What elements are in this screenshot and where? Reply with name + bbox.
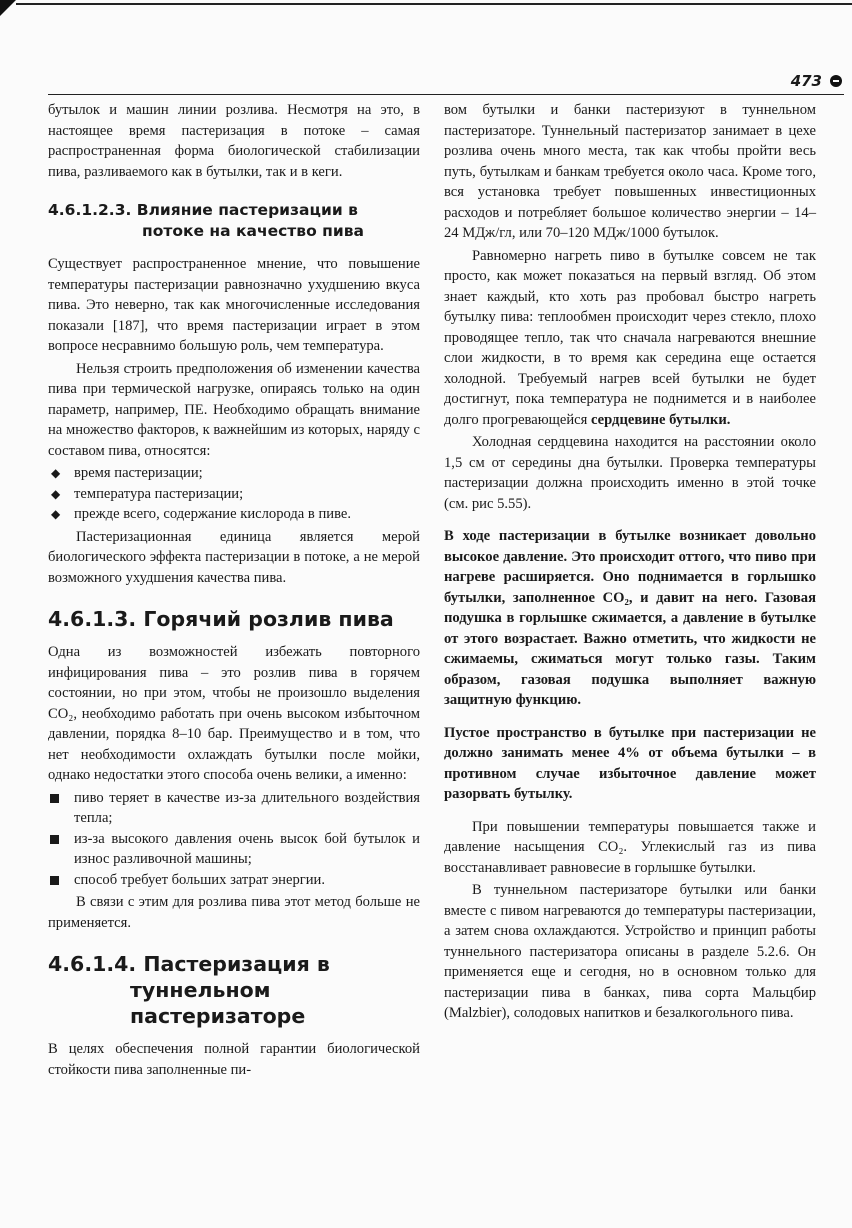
square-bullet-icon	[50, 876, 59, 885]
paragraph: Одна из возможностей избежать повторного инфицирования пива – это розлив пива в горячем состоянии, но при этом, чтобы не произошло выделения CO₂, необходимо работать при очень высоком избыточном давлении, порядка 8–10 бар. Преимущество и в том, что нет необходимости охлаждать бутылки после мойки, однако недостатки этого способа очень велики, а именно:	[48, 644, 420, 783]
diamond-bullet-icon: ◆	[51, 507, 61, 521]
highlighted-paragraph: В ходе пастеризации в бутылке возникает довольно высокое давление. Это происходит оттого, что пиво при нагреве расширяется. Оно поднимается в горлышко бутылки, заполненное CO₂, и давит на него. Газовая подушка в горлышке сжимается, а давление в бутылке от этого возрастает. Важно отметить, что жидкости не сжимаемы, сжиматься могут только газы. Таким образом, газовая подушка выполняет важную защитную функцию.	[444, 528, 816, 708]
highlighted-paragraph: Пустое пространство в бутылке при пастеризации не должно занимать менее 4% от объема бутылки – в противном случае избыточное давление может разорвать бутылку.	[444, 724, 816, 802]
page-number: 473	[785, 72, 822, 90]
paragraph: Существует распространенное мнение, что повышение температуры пастеризации равнозначно ухудшению вкуса пива. Это неверно, так как многочисленные исследования показали [187], что время пастеризации играет в этом вопросе несравнимо большую роль, чем температура.	[48, 256, 420, 354]
page-marker-icon	[830, 75, 842, 87]
paragraph: бутылок и машин линии розлива. Несмотря на это, в настоящее время пастеризация в потоке – самая распространенная форма биологической стабилизации пива, разливаемого как в бутылки, так и в кеги.	[48, 102, 420, 180]
square-bullet-icon	[50, 794, 59, 803]
diamond-bullet-icon: ◆	[51, 486, 61, 501]
list-item: пиво теряет в качестве из-за длительного воздействия тепла;	[48, 788, 420, 829]
diamond-bullet-icon: ◆	[51, 466, 61, 480]
paragraph: Пастеризационная единица является мерой биологического эффекта пастеризации в потоке, а не мерой возможного ухудшения качества пива.	[48, 528, 420, 586]
right-column	[444, 100, 816, 1026]
left-column	[48, 100, 420, 1082]
list-item: ◆ время пастеризации;	[48, 463, 420, 484]
section-heading: 4.6.1.4. Пастеризация в туннельном пастеризаторе	[48, 952, 330, 1028]
paragraph: В связи с этим для розлива пива этот метод больше не применяется.	[48, 894, 420, 931]
square-bullet-icon	[50, 835, 59, 844]
paragraph: В целях обеспечения полной гарантии биологической стойкости пива заполненные пи-	[48, 1041, 420, 1078]
drawback-list	[48, 788, 420, 891]
scan-corner-mark	[0, 0, 16, 16]
paragraph: вом бутылки и банки пастеризуют в туннельном пастеризаторе. Туннельный пастеризатор занимает в цехе розлива очень много места, так как чтобы пройти весь путь, бутылкам и банкам требуется около часа. Кроме того, вся установка требует повышенных инвестиционных расходов и потребляет большое количество энергии – 14–24 МДж/гл, или 70–120 МДж/1000 бутылок.	[444, 102, 816, 241]
page-header	[48, 72, 844, 98]
paragraph: Холодная сердцевина находится на расстоянии около 1,5 см от середины дна бутылки. Проверка температуры пастеризации должна происходить именно в этой точке (см. рис 5.55).	[444, 434, 816, 512]
paragraph: При повышении температуры повышается также и давление насыщения CO₂. Углекислый газ из пива восстанавливает равновесие в горлышке бутылки.	[444, 818, 816, 876]
paragraph: Нельзя строить предположения об изменении качества пива при термической нагрузке, опираясь только на один параметр, например, ПЕ. Необходимо обращать внимание на множество факторов, к важнейшим из которых, наряду с составом пива, относятся:	[48, 360, 420, 459]
factor-list	[48, 463, 420, 525]
header-rule	[48, 94, 844, 95]
emphasis: сердцевине бутылки.	[591, 411, 731, 428]
subsection-heading: 4.6.1.2.3. Влияние пастеризации в потоке на качество пива	[48, 201, 364, 240]
paragraph: Равномерно нагреть пиво в бутылке совсем не так просто, как может показаться на первый взгляд. Об этом знает каждый, кто хоть раз пробовал быстро нагреть бутылку пива: теплообмен происходит через стекло, плохо проводящее тепло, так что сначала нагреваются внешние слои жидкости, в то время как середина еще остается холодной. Требуемый нагрев всей бутылки не будет достигнут, пока температура не поднимется и в наиболее долго прогревающейся сердцевине бутылки.	[444, 247, 816, 428]
paragraph: В туннельном пастеризаторе бутылки или банки вместе с пивом нагреваются до температуры пастеризации, а затем снова охлаждаются. Устройство и принцип работы туннельного пастеризатора описаны в разделе 5.2.6. Он применяется еще и сегодня, но в основном только для пастеризации пива в банках, пива сорта Мальцбир (Malzbier), солодовых напитков и безалкогольного пива.	[444, 882, 816, 1021]
section-heading: 4.6.1.3. Горячий розлив пива	[48, 607, 394, 631]
list-item: из-за высокого давления очень высок бой бутылок и износ разливочной машины;	[48, 829, 420, 870]
list-item: ◆ температура пастеризации;	[48, 484, 420, 505]
scan-top-edge	[16, 3, 852, 5]
list-item: способ требует больших затрат энергии.	[48, 870, 420, 891]
list-item: ◆ прежде всего, содержание кислорода в пиве.	[48, 504, 420, 525]
